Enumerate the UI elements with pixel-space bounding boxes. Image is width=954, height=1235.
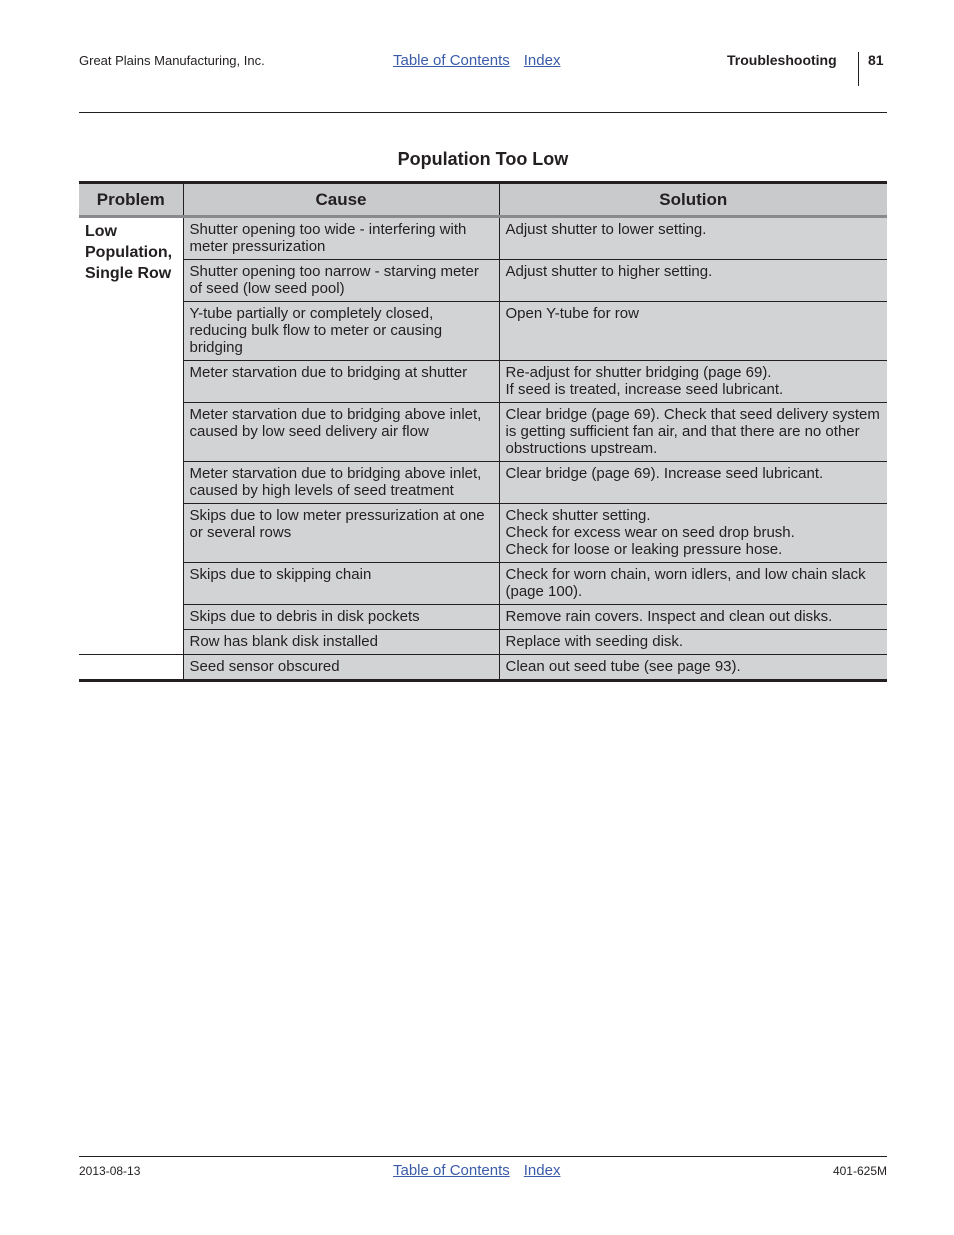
solution-cell	[499, 403, 887, 462]
footer-nav	[393, 1162, 574, 1179]
solution-line: Replace with seeding disk.	[505, 633, 684, 650]
solution-cell	[499, 655, 887, 681]
solution-cell	[499, 504, 887, 563]
cause-cell: Shutter opening too wide - interfering with meter pressurization	[183, 217, 499, 260]
solution-line: Open Y-tube for row	[505, 305, 639, 322]
solution-line: Check for excess wear on seed drop brush.	[505, 524, 795, 541]
table-row	[79, 361, 887, 403]
page-number: 81	[868, 52, 884, 68]
problem-cell-empty	[79, 655, 183, 681]
section-title: Population Too Low	[397, 149, 569, 169]
solution-line: Clear bridge (page 69). Increase seed lubricant.	[505, 465, 824, 482]
solution-cell	[499, 630, 887, 655]
table-row	[79, 260, 887, 302]
document-number: 401-625M	[832, 1164, 887, 1178]
cause-cell: Row has blank disk installed	[183, 630, 499, 655]
table-row	[79, 403, 887, 462]
header-divider	[858, 52, 859, 86]
solution-line: Re-adjust for shutter bridging (page 69).	[505, 364, 772, 381]
solution-cell	[499, 605, 887, 630]
table-header-row	[79, 183, 887, 217]
footer-date: 2013-08-13	[79, 1164, 141, 1178]
footer-rule	[79, 1156, 887, 1157]
solution-line: Clear bridge (page 69). Check that seed delivery system is getting sufficient fan air, and that there are no other obstructions upstream.	[505, 406, 880, 457]
cause-cell: Skips due to debris in disk pockets	[183, 605, 499, 630]
table-row	[79, 630, 887, 655]
footer-toc-link[interactable]: Table of Contents	[393, 1162, 510, 1179]
solution-line: Check shutter setting.	[505, 507, 651, 524]
column-header-problem: Problem	[79, 183, 183, 217]
table-row	[79, 563, 887, 605]
solution-line: If seed is treated, increase seed lubricant.	[505, 381, 784, 398]
table-row	[79, 462, 887, 504]
solution-cell	[499, 462, 887, 504]
cause-cell: Seed sensor obscured	[183, 655, 499, 681]
table-row	[79, 217, 887, 260]
solution-cell	[499, 217, 887, 260]
cause-cell: Shutter opening too narrow - starving meter of seed (low seed pool)	[183, 260, 499, 302]
solution-line: Adjust shutter to lower setting.	[505, 221, 707, 238]
cause-cell: Y-tube partially or completely closed, reducing bulk flow to meter or causing bridging	[183, 302, 499, 361]
header-nav	[393, 52, 574, 69]
header-index-link[interactable]: Index	[523, 52, 561, 69]
cause-cell: Meter starvation due to bridging above inlet, caused by low seed delivery air flow	[183, 403, 499, 462]
solution-line: Check for worn chain, worn idlers, and low chain slack (page 100).	[505, 566, 866, 600]
column-header-solution: Solution	[499, 183, 887, 217]
header-toc-link[interactable]: Table of Contents	[393, 52, 510, 69]
table-row	[79, 302, 887, 361]
table-body	[79, 217, 887, 681]
column-header-cause: Cause	[183, 183, 499, 217]
header-rule	[79, 112, 887, 113]
cause-cell: Skips due to skipping chain	[183, 563, 499, 605]
section-name: Troubleshooting	[727, 52, 837, 68]
table-row	[79, 605, 887, 630]
problem-cell: Low Population, Single Row	[79, 217, 183, 655]
solution-line: Clean out seed tube (see page 93).	[505, 658, 741, 675]
solution-line: Adjust shutter to higher setting.	[505, 263, 713, 280]
cause-cell: Meter starvation due to bridging above inlet, caused by high levels of seed treatment	[183, 462, 499, 504]
company-name: Great Plains Manufacturing, Inc.	[79, 53, 265, 68]
cause-cell: Meter starvation due to bridging at shutter	[183, 361, 499, 403]
cause-cell: Skips due to low meter pressurization at one or several rows	[183, 504, 499, 563]
solution-cell	[499, 361, 887, 403]
solution-line: Check for loose or leaking pressure hose.	[505, 541, 783, 558]
solution-cell	[499, 260, 887, 302]
troubleshooting-table	[79, 181, 887, 682]
solution-cell	[499, 563, 887, 605]
footer-index-link[interactable]: Index	[523, 1162, 561, 1179]
table-row	[79, 655, 887, 681]
table-row	[79, 504, 887, 563]
solution-cell	[499, 302, 887, 361]
solution-line: Remove rain covers. Inspect and clean out disks.	[505, 608, 833, 625]
